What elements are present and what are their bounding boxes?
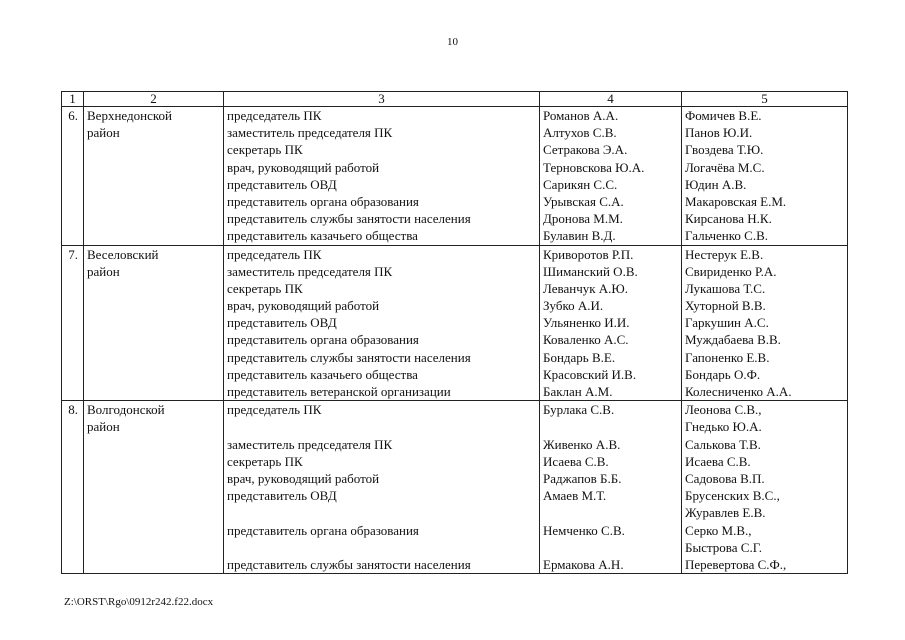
member-name: Ермакова А.Н.	[543, 556, 624, 572]
deputy-name: Гвоздева Т.Ю.	[685, 142, 764, 158]
member-name: Зубко А.И.	[543, 298, 604, 314]
deputy-name: Колесниченко А.А.	[685, 384, 792, 399]
role-cell	[224, 107, 540, 246]
member-name: Амаев М.Т.	[543, 488, 607, 504]
role-line: представитель органа образования	[227, 332, 419, 348]
role-line: заместитель председателя ПК	[227, 436, 393, 452]
role-line: представитель службы занятости населения	[227, 556, 471, 572]
page-number: 10	[447, 36, 458, 48]
footer-file-path: Z:\ORST\Rgo\0912r242.f22.docx	[64, 596, 214, 608]
member-name: Ульяненко И.И.	[543, 315, 630, 331]
role-line: секретарь ПК	[227, 142, 303, 158]
role-line: представитель казачьего общества	[227, 228, 418, 244]
member-cell	[540, 401, 682, 574]
member-name: Романов А.А.	[543, 108, 619, 123]
deputy-name: Брусенских В.С.,	[685, 488, 780, 504]
deputy-name: Фомичев В.Е.	[685, 108, 762, 123]
deputy-name: Свириденко Р.А.	[685, 263, 777, 279]
header-col-4: 4	[540, 92, 682, 107]
member-name: Леванчук А.Ю.	[543, 280, 629, 296]
table-row	[62, 245, 848, 401]
role-line: заместитель председателя ПК	[227, 125, 393, 141]
member-name: Бондарь В.Е.	[543, 349, 616, 365]
deputy-name: Гальченко С.В.	[685, 228, 769, 244]
role-line: заместитель председателя ПК	[227, 263, 393, 279]
deputy-name: Кирсанова Н.К.	[685, 211, 772, 227]
commission-table	[61, 91, 848, 574]
member-name: Коваленко А.С.	[543, 332, 629, 348]
role-line: врач, руководящий работой	[227, 470, 380, 486]
member-name	[543, 418, 678, 435]
role-line: представитель казачьего общества	[227, 366, 418, 382]
table-row	[62, 401, 848, 574]
role-line: представитель ОВД	[227, 176, 337, 192]
deputy-name: Лукашова Т.С.	[685, 280, 766, 296]
header-col-5: 5	[682, 92, 848, 107]
deputy-name: Салькова Т.В.	[685, 436, 761, 452]
member-name: Баклан А.М.	[543, 384, 613, 399]
member-name: Терновскова Ю.А.	[543, 159, 645, 175]
district-name	[84, 245, 224, 401]
role-line: представитель органа образования	[227, 193, 419, 209]
table-header-row	[62, 92, 848, 107]
role-line: врач, руководящий работой	[227, 298, 380, 314]
member-name	[543, 504, 678, 521]
district-line: Верхнедонской	[87, 108, 172, 123]
role-line	[227, 504, 536, 521]
district-line: район	[87, 125, 120, 141]
role-line: представитель ОВД	[227, 315, 337, 331]
deputy-name: Садовова В.П.	[685, 470, 765, 486]
deputy-name: Бондарь О.Ф.	[685, 366, 761, 382]
role-line: представитель службы занятости населения	[227, 211, 471, 227]
member-name: Красовский И.В.	[543, 366, 637, 382]
member-name	[543, 539, 678, 556]
role-line: представитель службы занятости населения	[227, 349, 471, 365]
table-body	[62, 107, 848, 574]
role-line	[227, 418, 536, 435]
member-name: Сарикян С.С.	[543, 176, 618, 192]
district-line: район	[87, 263, 120, 279]
role-line: представитель ОВД	[227, 488, 337, 504]
deputy-name: Гаркушин А.С.	[685, 315, 769, 331]
member-name: Живенко А.В.	[543, 436, 621, 452]
deputy-name: Нестерук Е.В.	[685, 246, 764, 262]
role-cell	[224, 401, 540, 574]
header-col-1: 1	[62, 92, 84, 107]
deputy-name: Леонова С.В.,	[685, 402, 762, 418]
deputy-cell	[682, 245, 848, 401]
member-name: Бурлака С.В.	[543, 402, 615, 418]
district-line: Веселовский	[87, 246, 159, 262]
member-name: Урывская С.А.	[543, 193, 624, 209]
deputy-cell	[682, 401, 848, 574]
deputy-name: Макаровская Е.М.	[685, 193, 787, 209]
role-line: представитель органа образования	[227, 522, 419, 538]
district-name	[84, 107, 224, 246]
member-cell	[540, 245, 682, 401]
role-line: секретарь ПК	[227, 453, 303, 469]
deputy-name: Муждабаева В.В.	[685, 332, 781, 348]
deputy-name: Быстрова С.Г.	[685, 539, 763, 555]
role-line: представитель ветеранской организации	[227, 384, 451, 399]
role-line: врач, руководящий работой	[227, 159, 380, 175]
deputy-name: Логачёва М.С.	[685, 159, 765, 175]
deputy-cell	[682, 107, 848, 246]
header-col-3: 3	[224, 92, 540, 107]
role-cell	[224, 245, 540, 401]
district-name	[84, 401, 224, 574]
deputy-name: Юдин А.В.	[685, 176, 747, 192]
member-name: Булавин В.Д.	[543, 228, 616, 244]
role-line	[227, 539, 536, 556]
role-line: председатель ПК	[227, 108, 322, 123]
member-name: Алтухов С.В.	[543, 125, 617, 141]
table-row	[62, 107, 848, 246]
section-number: 6.	[62, 107, 84, 246]
member-name: Криворотов Р.П.	[543, 246, 634, 262]
deputy-name: Гнедько Ю.А.	[685, 419, 762, 435]
member-name: Раджапов Б.Б.	[543, 470, 622, 486]
role-line: председатель ПК	[227, 402, 322, 418]
role-line: секретарь ПК	[227, 280, 303, 296]
role-line: председатель ПК	[227, 246, 322, 262]
header-col-2: 2	[84, 92, 224, 107]
district-line: Волгодонской	[87, 402, 165, 418]
deputy-name: Перевертова С.Ф.,	[685, 556, 787, 572]
deputy-name: Панов Ю.И.	[685, 125, 753, 141]
deputy-name: Хуторной В.В.	[685, 298, 766, 314]
deputy-name: Гапоненко Е.В.	[685, 349, 770, 365]
member-cell	[540, 107, 682, 246]
member-name: Немченко С.В.	[543, 522, 625, 538]
member-name: Исаева С.В.	[543, 453, 609, 469]
member-name: Шиманский О.В.	[543, 263, 638, 279]
member-name: Сетракова Э.А.	[543, 142, 628, 158]
district-line: район	[87, 419, 120, 435]
deputy-name: Исаева С.В.	[685, 453, 751, 469]
member-name: Дронова М.М.	[543, 211, 623, 227]
section-number: 8.	[62, 401, 84, 574]
deputy-name: Серко М.В.,	[685, 522, 752, 538]
section-number: 7.	[62, 245, 84, 401]
deputy-name: Журавлев Е.В.	[685, 505, 766, 521]
